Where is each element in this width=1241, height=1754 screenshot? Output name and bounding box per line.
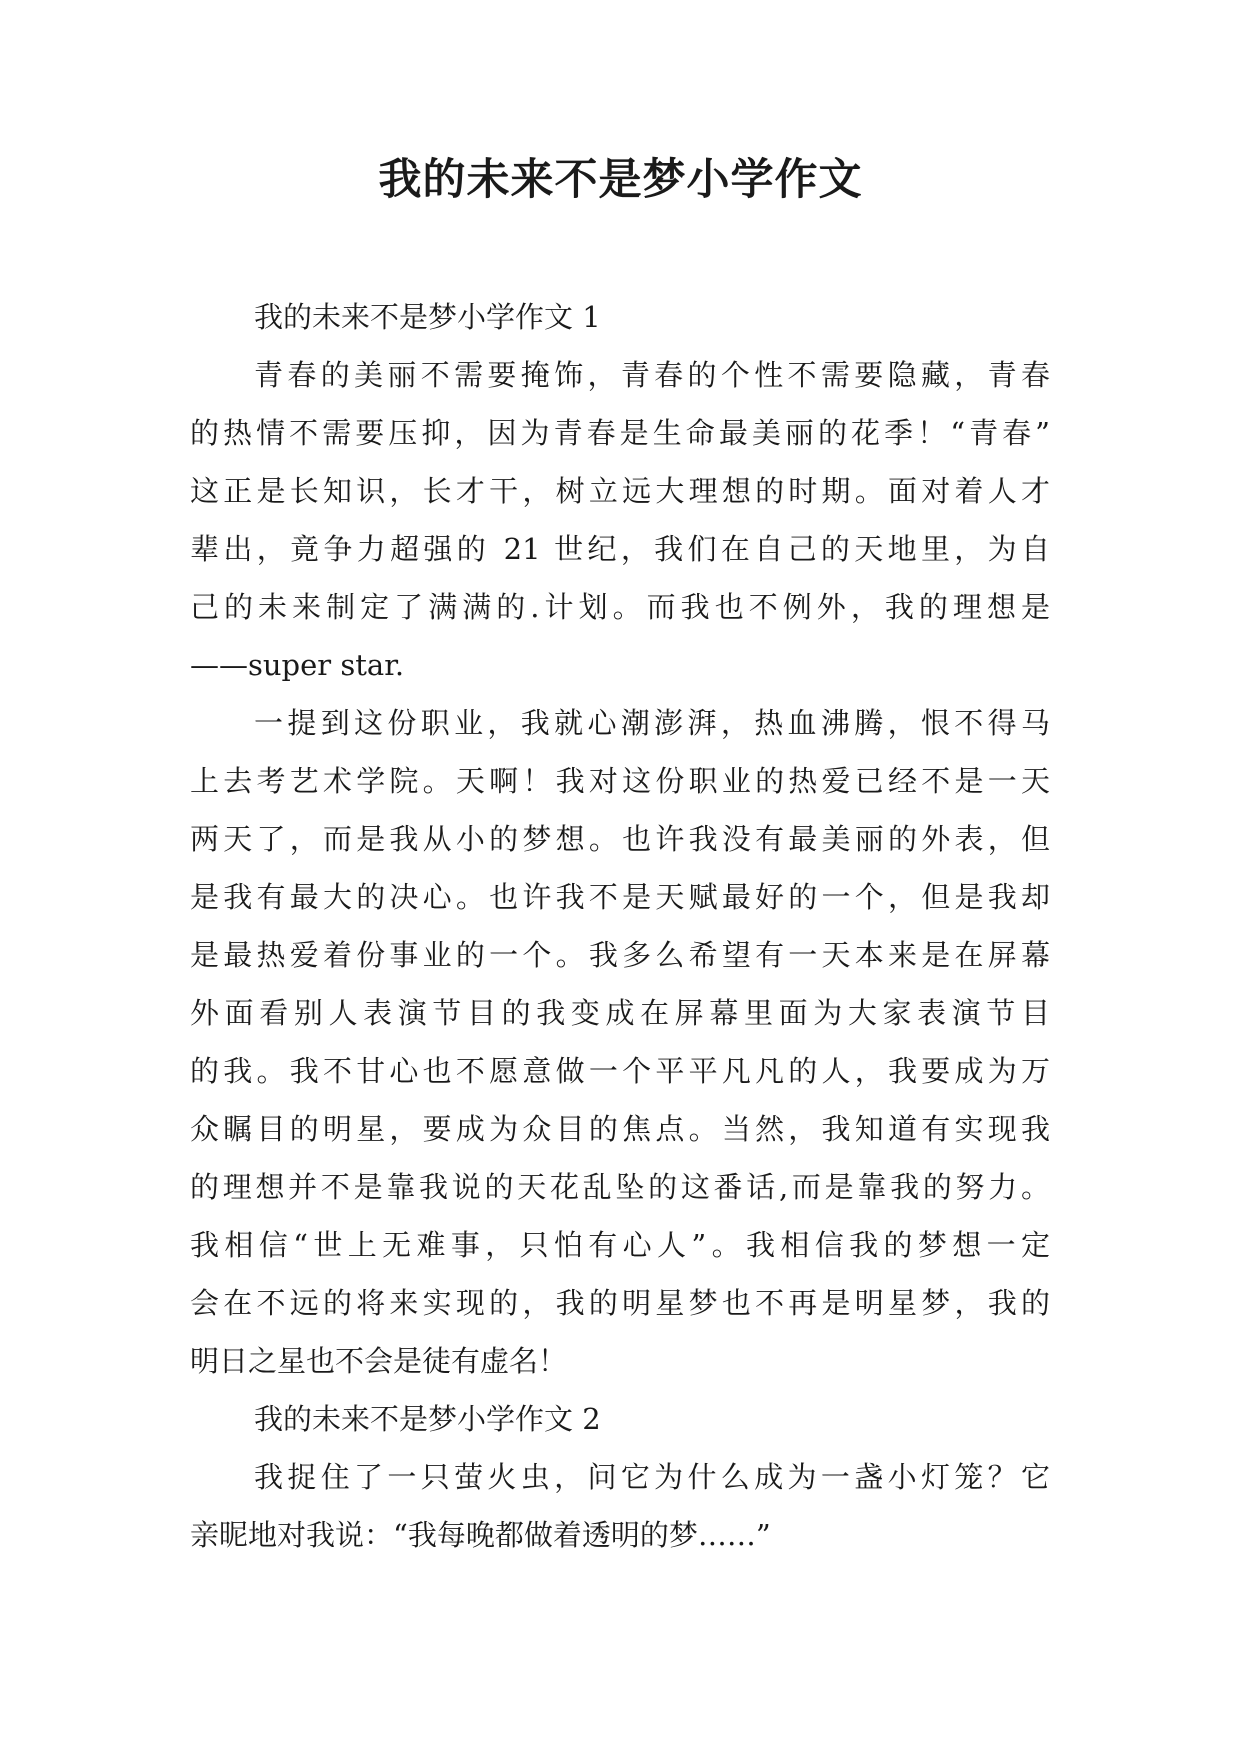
text-line: 青春的美丽不需要掩饰，青春的个性不需要隐藏，青春 [254,358,1050,392]
document-title: 我的未来不是梦小学作文 [378,155,863,205]
text-line: 上去考艺术学院。天啊！我对这份职业的热爱已经不是一天 [190,764,1050,798]
text-line: 我的未来不是梦小学作文 1 [254,300,601,334]
text-line: 这正是长知识，长才干，树立远大理想的时期。面对着人才 [190,474,1050,508]
text-line: 是最热爱着份事业的一个。我多么希望有一天本来是在屏幕 [190,938,1050,972]
text-line: 的我。我不甘心也不愿意做一个平平凡凡的人，我要成为万 [190,1054,1050,1088]
text-line: 亲昵地对我说：“我每晚都做着透明的梦……” [190,1518,771,1552]
text-line: 的理想并不是靠我说的天花乱坠的这番话,而是靠我的努力。 [190,1170,1050,1204]
text-line: 一提到这份职业，我就心潮澎湃，热血沸腾，恨不得马 [254,706,1050,740]
text-line: 是我有最大的决心。也许我不是天赋最好的一个，但是我却 [190,880,1050,914]
text-line: 辈出，竟争力超强的 21 世纪，我们在自己的天地里，为自 [190,532,1050,566]
text-line: 的热情不需要压抑，因为青春是生命最美丽的花季！“青春” [190,416,1050,450]
text-line: 明日之星也不会是徒有虚名！ [190,1344,568,1378]
document-body [190,288,1050,1564]
text-line: 我捉住了一只萤火虫，问它为什么成为一盏小灯笼？它 [254,1460,1050,1494]
text-line: ——super star. [190,648,405,682]
text-line: 两天了，而是我从小的梦想。也许我没有最美丽的外表，但 [190,822,1050,856]
text-line: 我的未来不是梦小学作文 2 [254,1402,601,1436]
text-line: 我相信“世上无难事，只怕有心人”。我相信我的梦想一定 [190,1228,1050,1262]
text-line: 众瞩目的明星，要成为众目的焦点。当然，我知道有实现我 [190,1112,1050,1146]
text-line: 外面看别人表演节目的我变成在屏幕里面为大家表演节目 [190,996,1050,1030]
text-line: 会在不远的将来实现的，我的明星梦也不再是明星梦，我的 [190,1286,1050,1320]
text-line: 己的未来制定了满满的.计划。而我也不例外，我的理想是 [190,590,1050,624]
